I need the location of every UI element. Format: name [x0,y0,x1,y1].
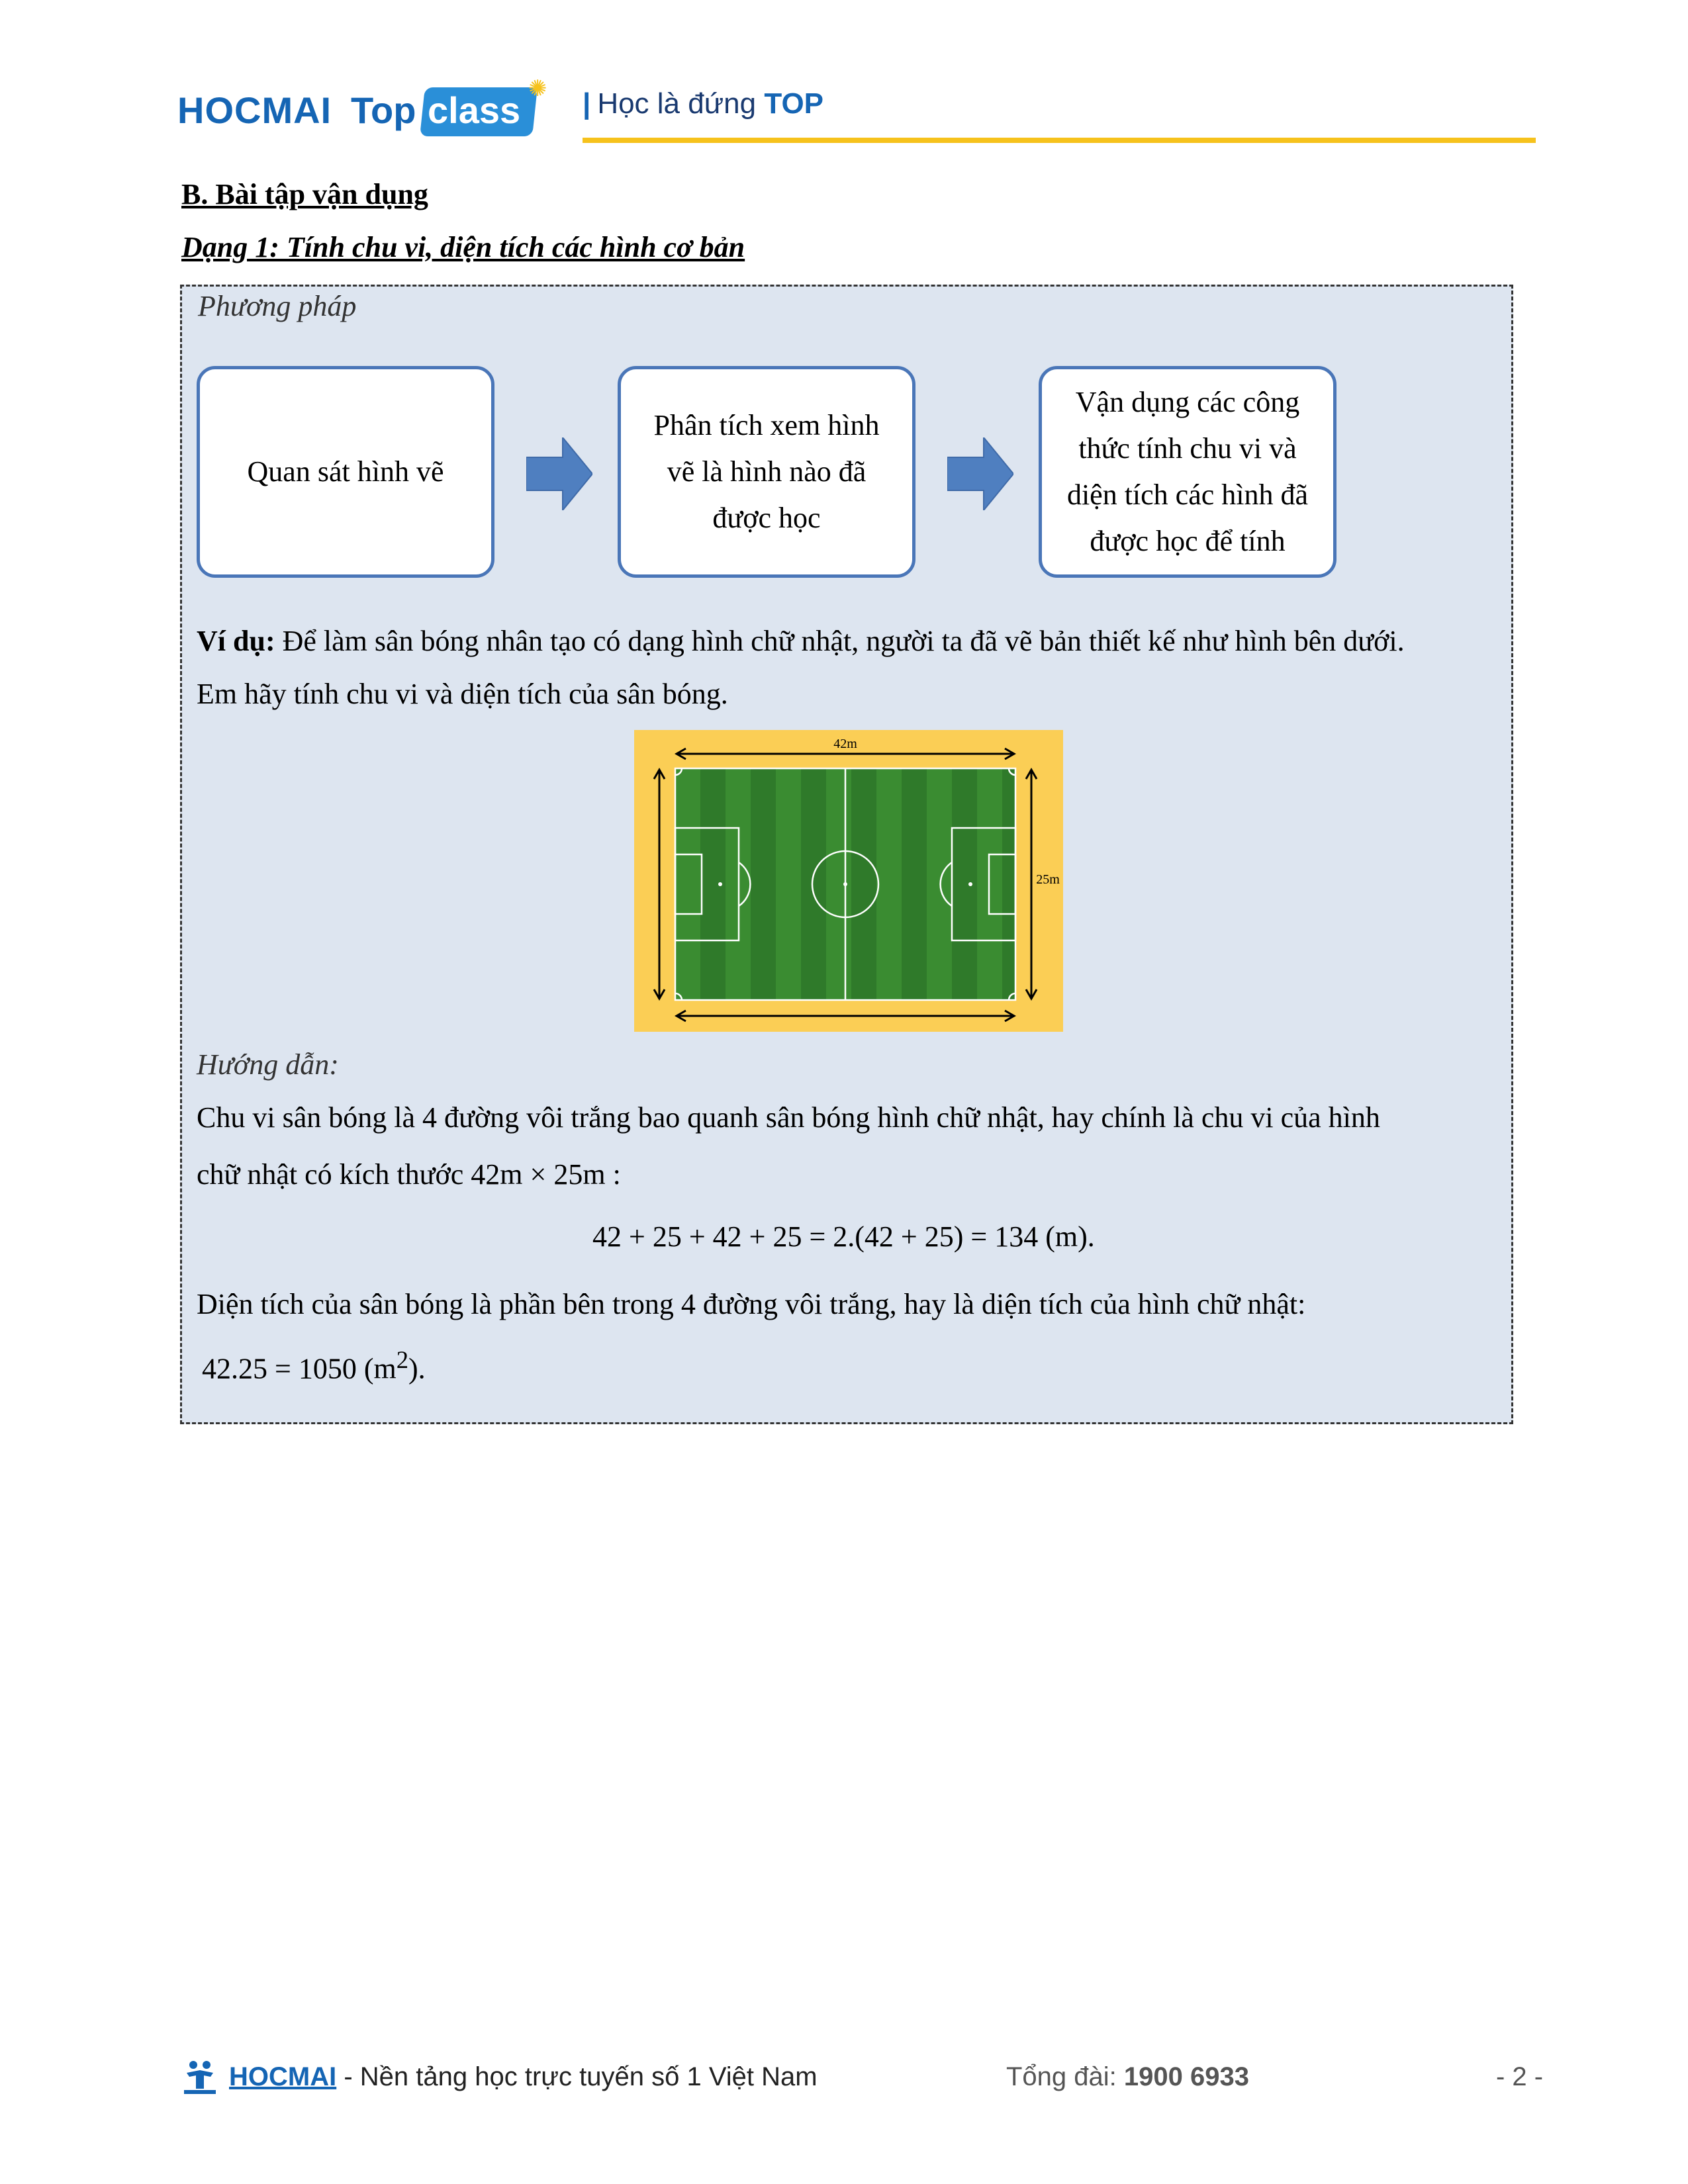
hotline-label: Tổng đài: [1006,2062,1124,2091]
guide-line-2-c: : [605,1158,621,1191]
height-label: 25m [1036,872,1060,887]
football-field-diagram [634,730,1063,1032]
perimeter-equation: 42 + 25 + 42 + 25 = 2.(42 + 25) = 134 (m). [592,1220,1095,1253]
arrow-right-icon [526,437,592,510]
star-icon: ✺ [528,75,547,102]
step-analyze [618,366,915,578]
footer-hotline [1006,2062,1249,2092]
area-eq-a: 42.25 = 1050 (m [202,1352,397,1385]
footer-brand-link[interactable]: HOCMAI [229,2062,337,2091]
guide-line-2 [197,1158,621,1191]
guide-line-2-a: chữ nhật có kích thước [197,1158,471,1191]
header-divider [583,138,1536,143]
logo-top-text: Top [351,89,416,131]
footer-brand-line [229,2062,818,2092]
header-tagline [583,87,823,120]
step-apply-text: Vận dụng các công thức tính chu vi và diện tích các hình đã được học để tính [1066,386,1309,557]
hotline-number: 1900 6933 [1123,2062,1249,2091]
guide-dimensions: 42m × 25m [471,1158,606,1191]
example-text-1: Để làm sân bóng nhân tạo có dạng hình chữ nhật, người ta đã vẽ bản thiết kế như hình bên dưới. [275,625,1405,657]
tagline-bold: TOP [764,87,824,120]
method-label: Phương pháp [198,290,357,322]
logo-hocmai-text: HOCMAI [177,89,332,131]
section-title: B. Bài tập vận dụng [181,178,428,210]
example-line-1 [197,624,1405,658]
footer-tagline: - Nền tảng học trực tuyến số 1 Việt Nam [336,2062,818,2091]
area-eq-b: ). [408,1352,426,1385]
guide-label: Hướng dẫn: [197,1048,339,1081]
step-analyze-text: Phân tích xem hình vẽ là hình nào đã được học [653,409,880,534]
page-number: - 2 - [1496,2062,1544,2091]
step-observe-text: Quan sát hình vẽ [247,455,444,488]
area-eq-sup: 2 [396,1346,409,1373]
step-apply [1039,366,1336,578]
guide-line-3: Diện tích của sân bóng là phần bên trong 4 đường vôi trắng, hay là diện tích của hình chữ nhật: [197,1288,1306,1320]
area-equation [202,1345,426,1386]
guide-line-1: Chu vi sân bóng là 4 đường vôi trắng bao quanh sân bóng hình chữ nhật, hay chính là chu vi của hình [197,1101,1380,1134]
tagline-text: Học là đứng [597,87,765,120]
example-label: Ví dụ: [197,625,275,657]
step-observe [197,366,494,578]
arrow-right-icon [947,437,1013,510]
dang-title: Dạng 1: Tính chu vi, diện tích các hình cơ bản [181,231,745,263]
width-label: 42m [833,737,857,751]
tagline-bar: | [583,87,591,120]
hocmai-footer-logo-icon [180,2057,220,2097]
example-line-2: Em hãy tính chu vi và diện tích của sân bóng. [197,678,728,710]
logo-class-text: class [428,89,521,131]
method-box [180,285,1513,1424]
